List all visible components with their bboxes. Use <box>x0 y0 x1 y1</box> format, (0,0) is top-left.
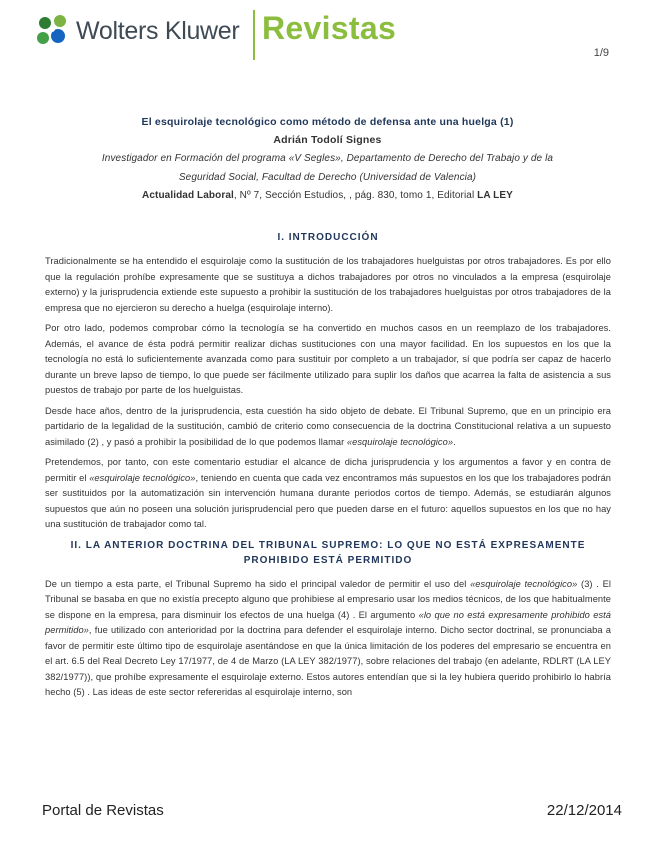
footer-date: 22/12/2014 <box>546 802 622 819</box>
product-name: Revistas <box>262 10 397 46</box>
header-divider <box>253 10 255 60</box>
paragraph-text: Pretendemos, por tanto, con este comentario estudiar el alcance de dicha jurisprudencia y los argumentos a favor y en contra de permitir el <box>45 457 611 483</box>
page-indicator: 1/9 <box>593 47 609 59</box>
section-heading-doctrina <box>45 538 611 568</box>
source-journal: Actualidad Laboral <box>142 190 234 201</box>
paragraph <box>45 404 611 451</box>
paragraph <box>45 577 611 701</box>
article-title: El esquirolaje tecnológico como método de defensa ante una huelga (1) <box>141 116 514 128</box>
heading-line-2: PROHIBIDO ESTÁ PERMITIDO <box>243 554 413 566</box>
paragraph-text: De un tiempo a esta parte, el Tribunal Supremo ha sido el principal valedor de permitir el uso del <box>45 578 471 589</box>
paragraph-text: . <box>453 436 456 447</box>
emphasis-text: «lo que no está expresamente prohibido está permitido» <box>45 609 611 635</box>
heading-line-1: II. LA ANTERIOR DOCTRINA DEL TRIBUNAL SUPREMO: LO QUE NO ESTÁ EXPRESAMENTE <box>70 539 586 551</box>
emphasis-text: «esquirolaje tecnológico» <box>89 472 196 483</box>
footer-portal-name: Portal de Revistas <box>42 802 164 819</box>
page-footer <box>42 802 622 824</box>
paragraph-text: , fue utilizado con anterioridad por la doctrina para defender el esquirolaje interno. Dicho sector doctrinal, se pronunciaba a favor de permitir este último tipo de esquirolaje asentándose en que la única limitación de los poderes del empresario se encuentra en el art. 6.5 del Real Decreto Ley 17/1977, de 4 de Marzo (LA LEY 382/1977), sobre relaciones del trabajo (en adelante, RDLRT (LA LEY 382/1977)), que prohíbe expresamente el esquirolaje externo. Estos autores entendían que si la ley hubiera querido prohibirlo lo habría hecho (5) . Las ideas de este sector refereridas al esquirolaje interno, son <box>45 625 611 697</box>
page-header <box>34 8 634 64</box>
author-affiliation <box>40 149 615 187</box>
wolters-kluwer-logo <box>34 12 239 50</box>
article-author: Adrián Todolí Signes <box>273 134 382 146</box>
article-header <box>40 116 615 201</box>
paragraph-text: Desde hace años, dentro de la jurisprudencia, esta cuestión ha sido objeto de debate. El Tribunal Supremo, que en un principio era partidario de la legalidad de la sustitución, cambió de criterio como consecuencia de la doctrina Constitucional relativa a un supuesto asimilado (2) , y pasó a prohibir la posibilidad de lo que podemos llamar <box>45 405 611 447</box>
affiliation-line-1: Investigador en Formación del programa «V Segles», Departamento de Derecho del Trabajo y de la <box>101 153 554 164</box>
paragraph-text: , teniendo en cuenta que cada vez encontramos más supuestos en los que los trabajadores podrán ser sustituidos por la automatización sin intervención humana durante periodos cortos de tiempo. Además, se estudiarán algunos supuestos que aún no poseen una solución jurisprudencial pero que pueden darse en el futuro: aquellos supuestos en los que no hay una sustitución de trabajador como tal. <box>45 472 612 529</box>
wolters-kluwer-logo-icon <box>34 12 72 50</box>
emphasis-text: «esquirolaje tecnológico» <box>346 436 454 447</box>
source-publisher: LA LEY <box>477 190 513 201</box>
article-body <box>45 230 611 706</box>
article-source <box>40 190 615 201</box>
paragraph: Por otro lado, podemos comprobar cómo la tecnología se ha convertido en muchos casos en un reemplazo de los trabajadores. Además, el avance de ésta podrá permitir realizar dichas sustituciones con una mayor facilidad. En los supuestos en los que la tecnología no está lo suficientemente avanzada como para sustituir por completo a un trabajador, sí que podría ser capaz de hacerlo durante un breve lapso de tiempo, lo que puede ser fácilmente utilizado para suplir los daños que acarrea la falta de asistencia a sus puestos de trabajo por parte de los huelguistas. <box>45 323 611 395</box>
paragraph: Tradicionalmente se ha entendido el esquirolaje como la sustitución de los trabajadores huelguistas por otros trabajadores. Es por ello que la regulación prohíbe expresamente que se sustituya a dichos trabajadores por otros no vinculados a la empresa (esquirolaje externo) y la jurisprudencia extiende este supuesto a prohibir la sustitución de los trabajadores huelguistas por otros trabajadores de la empresa que no ejercieron su derecho a huelga (esquirolaje interno). <box>45 256 611 313</box>
emphasis-text: «esquirolaje tecnológico» <box>470 578 578 589</box>
section-heading-introduccion: I. INTRODUCCIÓN <box>277 232 379 243</box>
paragraph-text: (3) . El Tribunal se basaba en que no existía precepto alguno que prohibiese al empresario usar los medios técnicos, de los que habitualmente se dispone en la empresa, para disminuir los efectos de una huelga (4) . El argumento <box>45 578 611 620</box>
source-detail: , Nº 7, Sección Estudios, , pág. 830, tomo 1, Editorial <box>233 190 478 201</box>
affiliation-line-2: Seguridad Social, Facultad de Derecho (Universidad de Valencia) <box>178 172 477 183</box>
brand-name: Wolters Kluwer <box>76 16 240 45</box>
paragraph <box>45 455 611 533</box>
